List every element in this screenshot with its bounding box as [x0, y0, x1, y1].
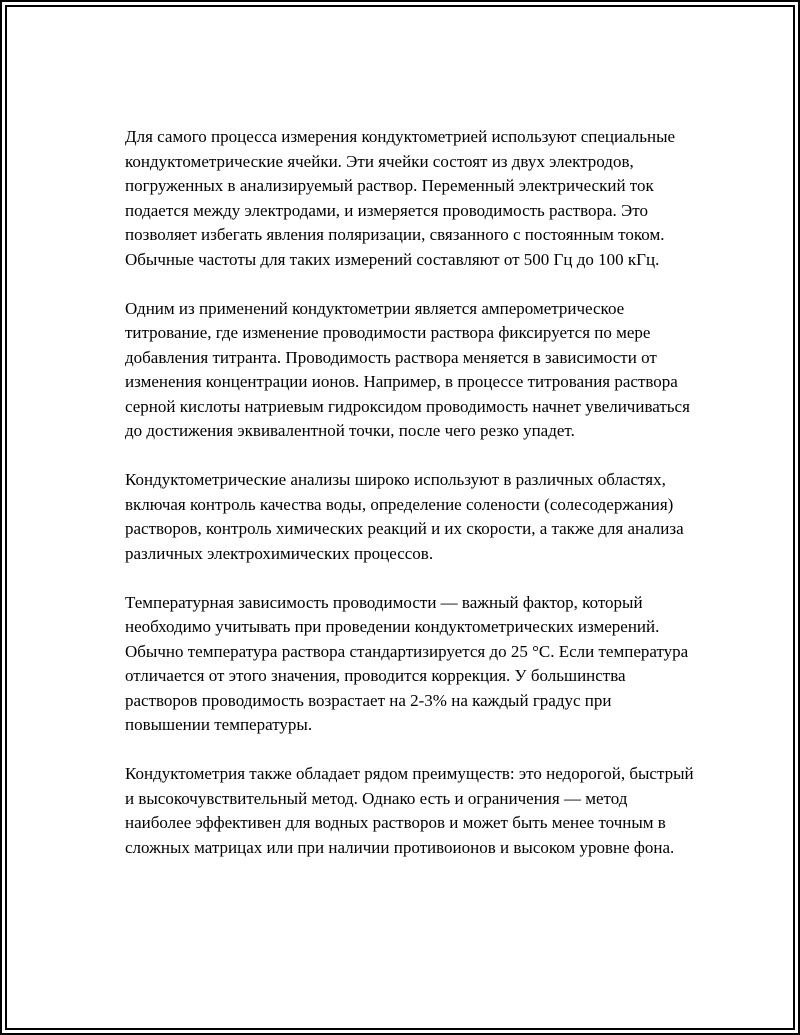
paragraph-measurement-cells: Для самого процесса измерения кондуктометрией используют специальные кондуктометрические ячейки. Эти ячейки состоят из двух электродов, погруженных в анализируемый раствор. Переменный электрический ток подается между электродами, и измеряется проводимость раствора. Это позволяет избегать явления поляризации, связанного с постоянным током. Обычные частоты для таких измерений составляют от 500 Гц до 100 кГц. — [125, 127, 676, 269]
paragraph-titration: Одним из применений кондуктометрии является амперометрическое титрование, где изменение проводимости раствора фиксируется по мере добавления титранта. Проводимость раствора меняется в зависимости от изменения концентрации ионов. Например, в процессе титрования раствора серной кислоты натриевым гидроксидом проводимость начнет увеличиваться до достижения эквивалентной точки, после чего резко упадет. — [125, 298, 690, 440]
paragraph-advantages-limitations: Кондуктометрия также обладает рядом преимуществ: это недорогой, быстрый и высокочувствительный метод. Однако есть и ограничения — метод наиболее эффективен для водных растворов и может быть менее точным в сложных матрицах или при наличии противоионов и высоком уровне фона. — [125, 764, 694, 857]
page-content — [125, 125, 695, 860]
paragraph-applications: Кондуктометрические анализы широко используют в различных областях, включая контроль качества воды, определение солености (солесодержания) растворов, контроль химических реакций и их скорости, а также для анализа различных электрохимических процессов. — [125, 470, 684, 563]
paragraph-temperature-dependence: Температурная зависимость проводимости — важный фактор, который необходимо учитывать при проведении кондуктометрических измерений. Обычно температура раствора стандартизируется до 25 °C. Если температура отличается от этого значения, проводится коррекция. У большинства растворов проводимость возрастает на 2-3% на каждый градус при повышении температуры. — [125, 592, 689, 734]
